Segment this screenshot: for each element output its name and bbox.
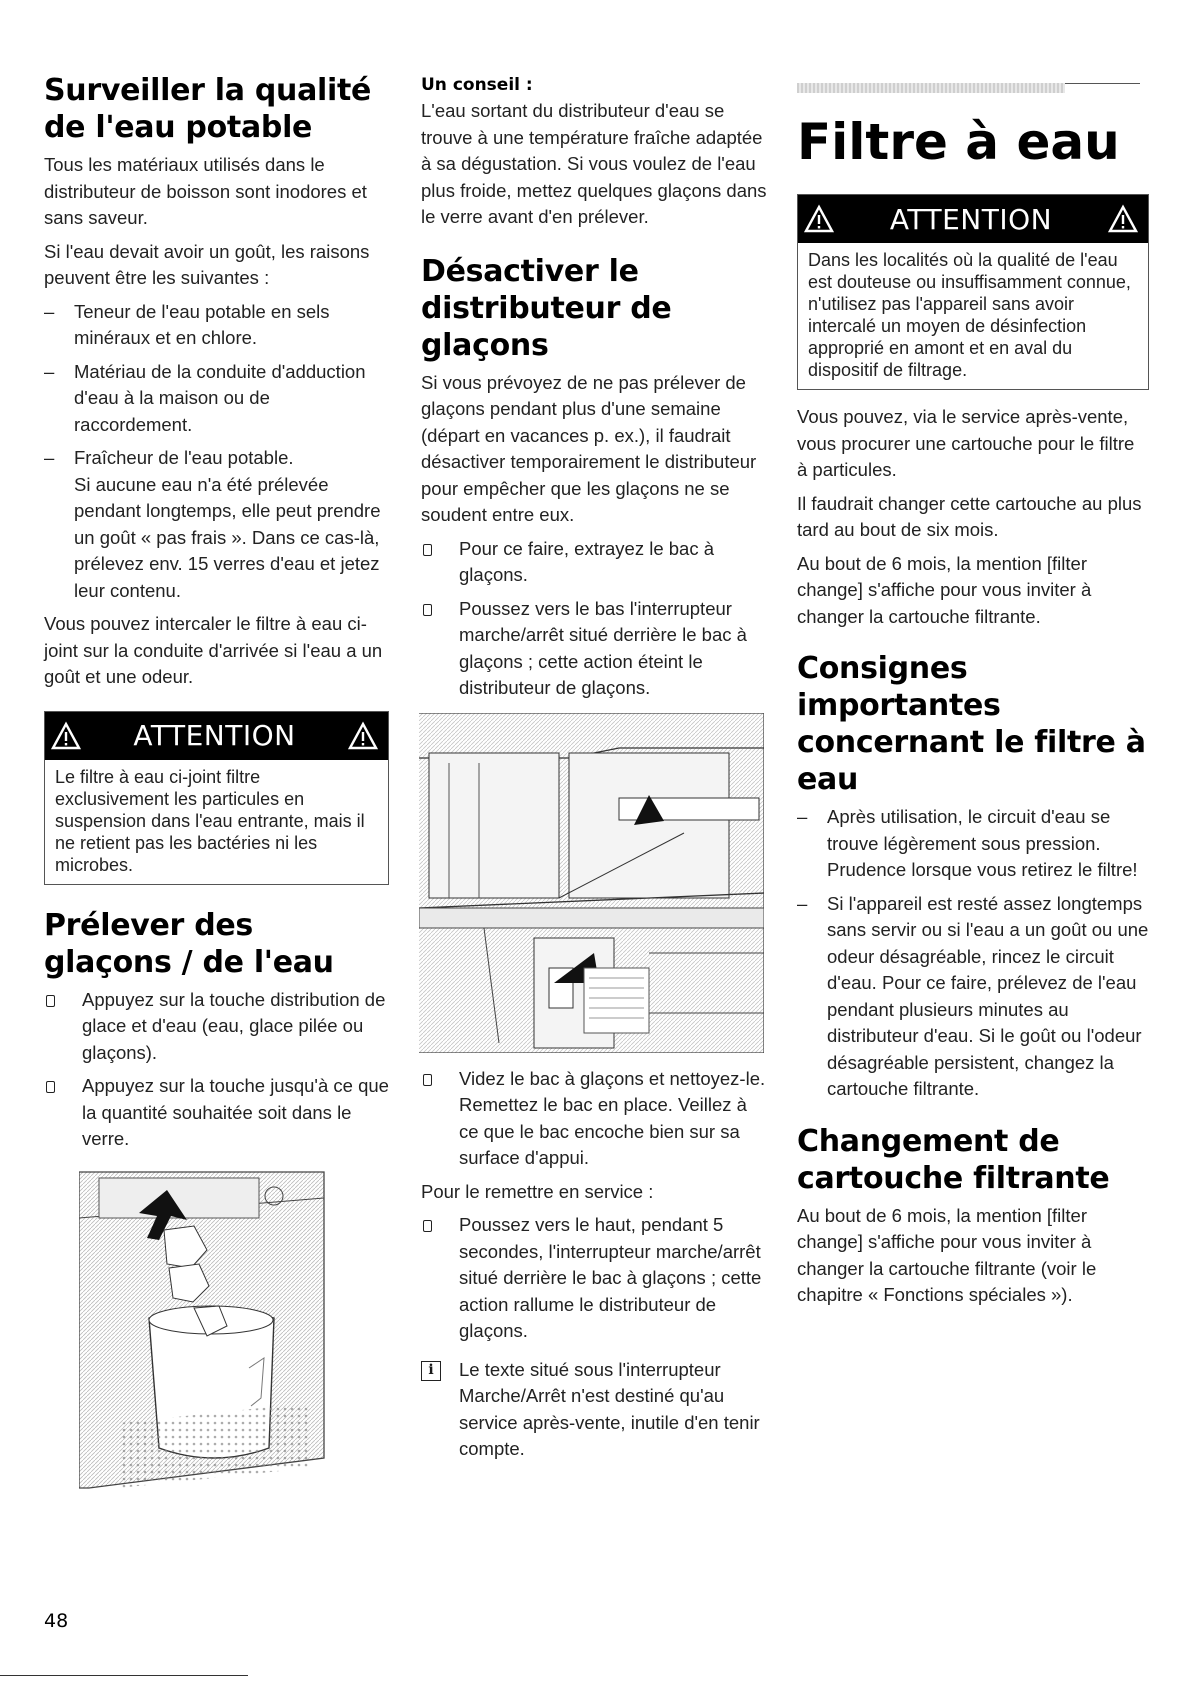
paragraph: Vous pouvez intercaler le filtre à eau ci-joint sur la conduite d'arrivée si l'eau a un goût et une odeur.	[44, 613, 383, 687]
checkbox-bullet-icon	[423, 1074, 432, 1086]
warning-icon	[51, 721, 81, 751]
column-left	[44, 72, 389, 1503]
list-item: Appuyez sur la touche jusqu'à ce que la quantité souhaitée soit dans le verre.	[44, 1073, 389, 1153]
attention-title: ATTENTION	[889, 202, 1053, 236]
paragraph: Tous les matériaux utilisés dans le distributeur de boisson sont inodores et sans saveur.	[44, 154, 367, 228]
warning-icon	[1108, 204, 1138, 234]
list-item: Pour ce faire, extrayez le bac à glaçons.	[421, 536, 769, 589]
heading-prelever: Prélever des glaçons / de l'eau	[44, 907, 334, 980]
switch-illustration	[419, 713, 764, 1053]
info-icon: i	[421, 1361, 441, 1381]
checkbox-bullet-icon	[423, 1220, 432, 1232]
note-text: Le texte situé sous l'interrupteur Marche/Arrêt n'est destiné qu'au service après-vente, inutile d'en tenir compte.	[459, 1358, 760, 1459]
list-item: – Matériau de la conduite d'adduction d'eau à la maison ou de raccordement.	[44, 360, 366, 435]
column-right	[797, 112, 1149, 1316]
checkbox-bullet-icon	[423, 544, 432, 556]
attention-header	[45, 712, 388, 760]
steps-list	[44, 987, 389, 1153]
paragraph: Vous pouvez, via le service après-vente, vous procurer une cartouche pour le filtre à particules.	[797, 406, 1135, 480]
heading-changement: Changement de cartouche filtrante	[797, 1123, 1110, 1196]
section-rule	[797, 83, 1065, 93]
checkbox-bullet-icon	[46, 1081, 55, 1093]
column-middle	[421, 72, 769, 1470]
list-item: Appuyez sur la touche distribution de glace et d'eau (eau, glace pilée ou glaçons).	[44, 987, 389, 1067]
checkbox-bullet-icon	[46, 995, 55, 1007]
attention-title: ATTENTION	[133, 719, 296, 752]
paragraph: Il faudrait changer cette cartouche au plus tard au bout de six mois.	[797, 492, 1142, 540]
warning-icon	[804, 204, 834, 234]
paragraph: Si vous prévoyez de ne pas prélever de glaçons pendant plus d'une semaine (départ en vacances p. ex.), il faudrait désactiver temporairement le distributeur pour empêcher que les glaçons ne se soudent entre eux.	[421, 371, 757, 525]
steps-list	[421, 536, 769, 702]
paragraph: Au bout de 6 mois, la mention [filter change] s'affiche pour vous inviter à changer la cartouche filtrante.	[797, 552, 1092, 627]
paragraph: Si l'eau devait avoir un goût, les raisons peuvent être les suivantes :	[44, 240, 370, 288]
attention-header	[798, 195, 1148, 243]
steps-list-2	[421, 1066, 769, 1172]
warning-icon	[348, 721, 378, 751]
heading-desactiver: Désactiver le distributeur de glaçons	[421, 253, 672, 363]
heading-water-quality: Surveiller la qualité de l'eau potable	[44, 73, 372, 145]
list-item: – Si l'appareil est resté assez longtemps sans servir ou si l'eau a un goût ou une odeur désagréable, rincez le circuit d'eau. Pour ce faire, prélevez de l'eau pendant plusieurs minutes au distributeur d'eau. Si le goût ou l'odeur désagréable persistent, changez la cartouche filtrante.	[797, 892, 1149, 1099]
paragraph: Au bout de 6 mois, la mention [filter change] s'affiche pour vous inviter à changer la cartouche filtrante (voir le chapitre « Fonctions spéciales »).	[797, 1204, 1097, 1305]
attention-box	[797, 194, 1149, 390]
footer-rule	[0, 1675, 248, 1676]
tip-title: Un conseil :	[421, 75, 533, 95]
list-item: Videz le bac à glaçons et nettoyez-le. Remettez le bac en place. Veillez à ce que le bac encoche bien sur sa surface d'appui.	[421, 1066, 769, 1172]
list-item: Poussez vers le bas l'interrupteur marche/arrêt situé derrière le bac à glaçons ; cette action éteint le distributeur de glaçons.	[421, 596, 769, 702]
attention-text: Dans les localités où la qualité de l'eau est douteuse ou insuffisamment connue, n'utilisez pas l'appareil sans avoir intercalé un moyen de désinfection approprié en amont et en aval du dispositif de filtrage.	[808, 250, 1131, 380]
reasons-list	[44, 299, 389, 605]
paragraph: Pour le remettre en service :	[421, 1180, 654, 1202]
list-item: – Fraîcheur de l'eau potable. Si aucune eau n'a été prélevée pendant longtemps, elle peut prendre un goût « pas frais ». Dans ce cas-là, prélevez env. 15 verres d'eau et jetez leur contenu.	[44, 447, 381, 601]
page-title: Filtre à eau	[797, 113, 1120, 171]
attention-box	[44, 711, 389, 885]
consignes-list	[797, 804, 1149, 1103]
section-rule-line	[1065, 83, 1140, 84]
heading-consignes: Consignes importantes concernant le filtre à eau	[797, 651, 1146, 797]
info-note	[421, 1357, 769, 1463]
list-item: – Teneur de l'eau potable en sels minéraux et en chlore.	[44, 300, 330, 348]
tip-text: L'eau sortant du distributeur d'eau se trouve à une température fraîche adaptée à sa dégustation. Si vous voulez de l'eau plus froide, mettez quelques glaçons dans le verre avant d'en prélever.	[421, 100, 767, 227]
steps-list-3	[421, 1212, 769, 1345]
attention-text: Le filtre à eau ci-joint filtre exclusivement les particules en suspension dans l'eau entrante, mais il ne retient pas les bactéries ni les microbes.	[55, 766, 365, 875]
list-item: – Après utilisation, le circuit d'eau se trouve légèrement sous pression. Prudence lorsque vous retirez le filtre!	[797, 806, 1138, 880]
checkbox-bullet-icon	[423, 604, 432, 616]
list-item: Poussez vers le haut, pendant 5 secondes, l'interrupteur marche/arrêt situé derrière le bac à glaçons ; cette action rallume le distributeur de glaçons.	[421, 1212, 769, 1345]
dispenser-illustration	[79, 1168, 349, 1498]
page-number: 48	[44, 1610, 69, 1632]
